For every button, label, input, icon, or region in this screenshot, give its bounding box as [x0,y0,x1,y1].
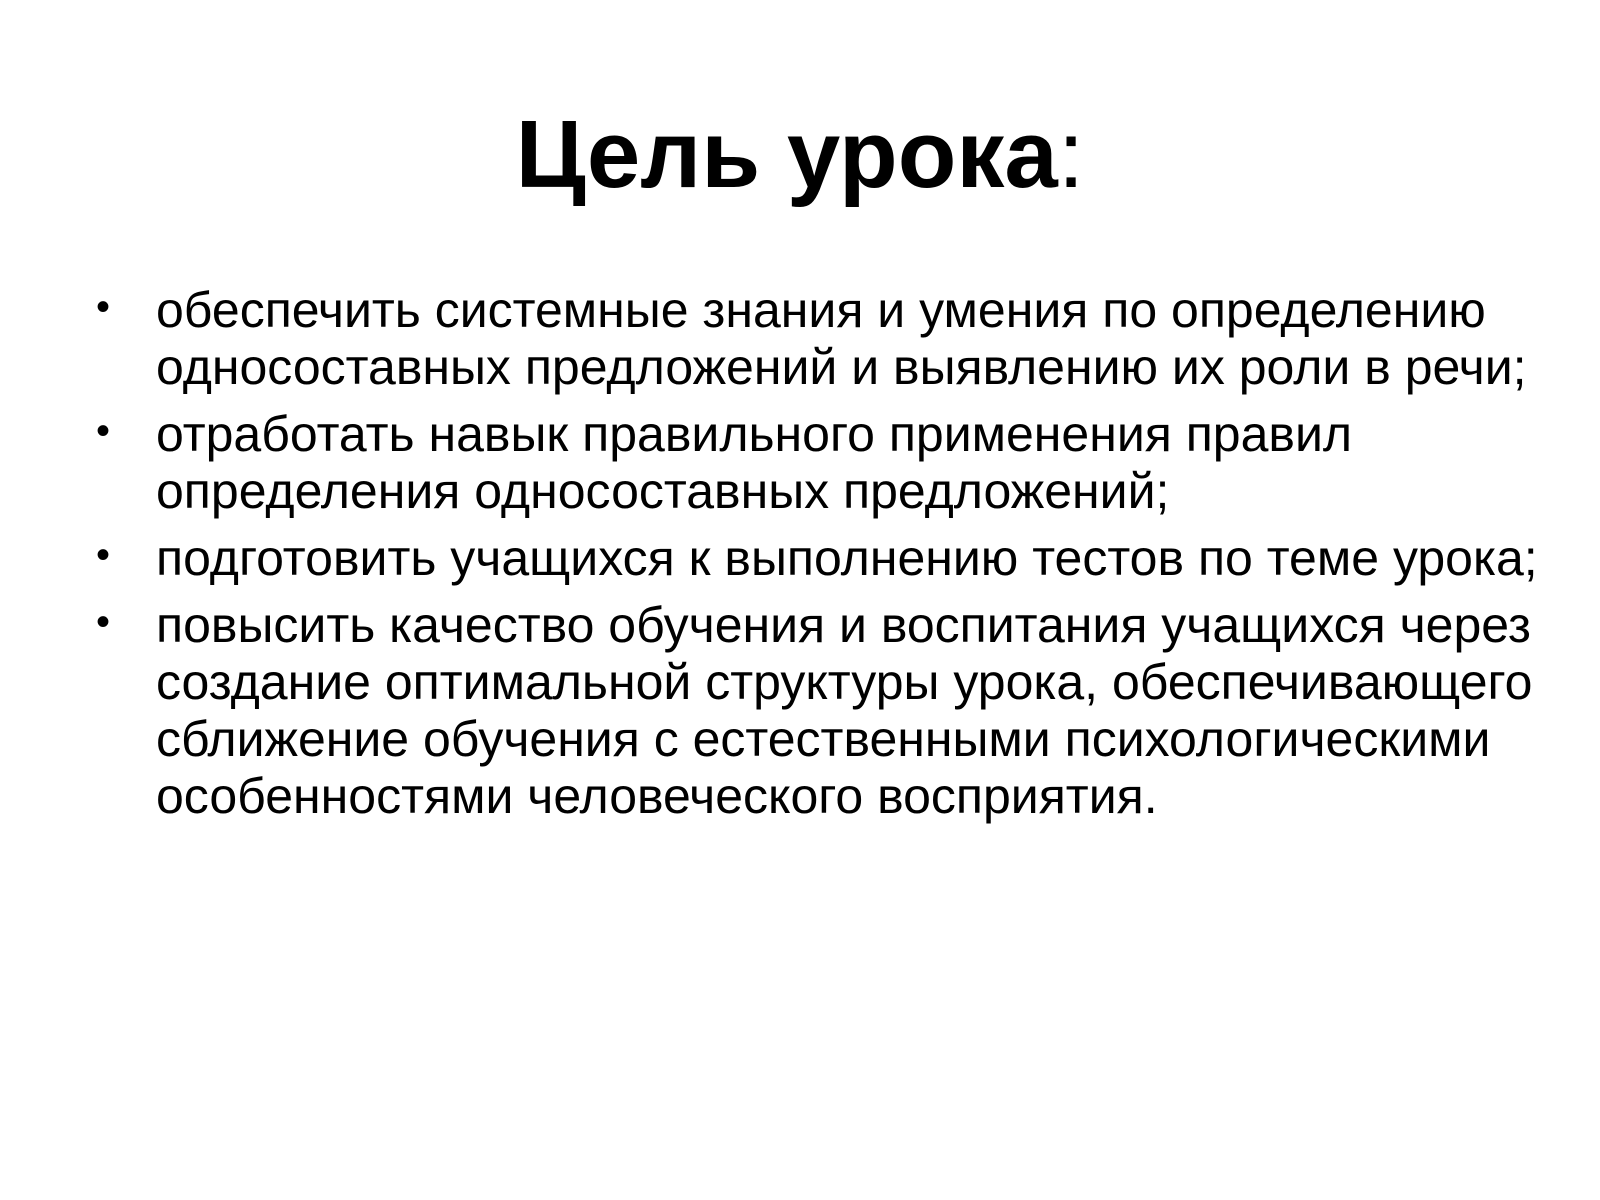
bullet-icon: • [96,600,111,644]
bullet-icon: • [96,409,111,453]
goal-list-item [96,282,1540,396]
goal-text: подготовить учащихся к выполнению тестов по теме урока; [156,530,1538,586]
goal-list [96,282,1540,835]
goal-text: повысить качество обучения и воспитания учащихся через создание оптимальной структуры урока, обеспечивающего сближение обучения с естественными психологическими особенностями человеческого восприятия. [156,597,1533,824]
slide-title-colon: : [1057,101,1085,208]
goal-text: отработать навык правильного применения правил определения односоставных предложений; [156,406,1353,519]
bullet-icon: • [96,533,111,577]
goal-list-item [96,406,1540,520]
bullet-icon: • [96,285,111,329]
goal-list-item [96,597,1540,825]
goal-list-item [96,530,1540,587]
slide-title-text: Цель урока [515,101,1058,208]
goal-text: обеспечить системные знания и умения по определению односоставных предложений и выявлению их роли в речи; [156,282,1527,395]
slide-title [0,100,1600,210]
